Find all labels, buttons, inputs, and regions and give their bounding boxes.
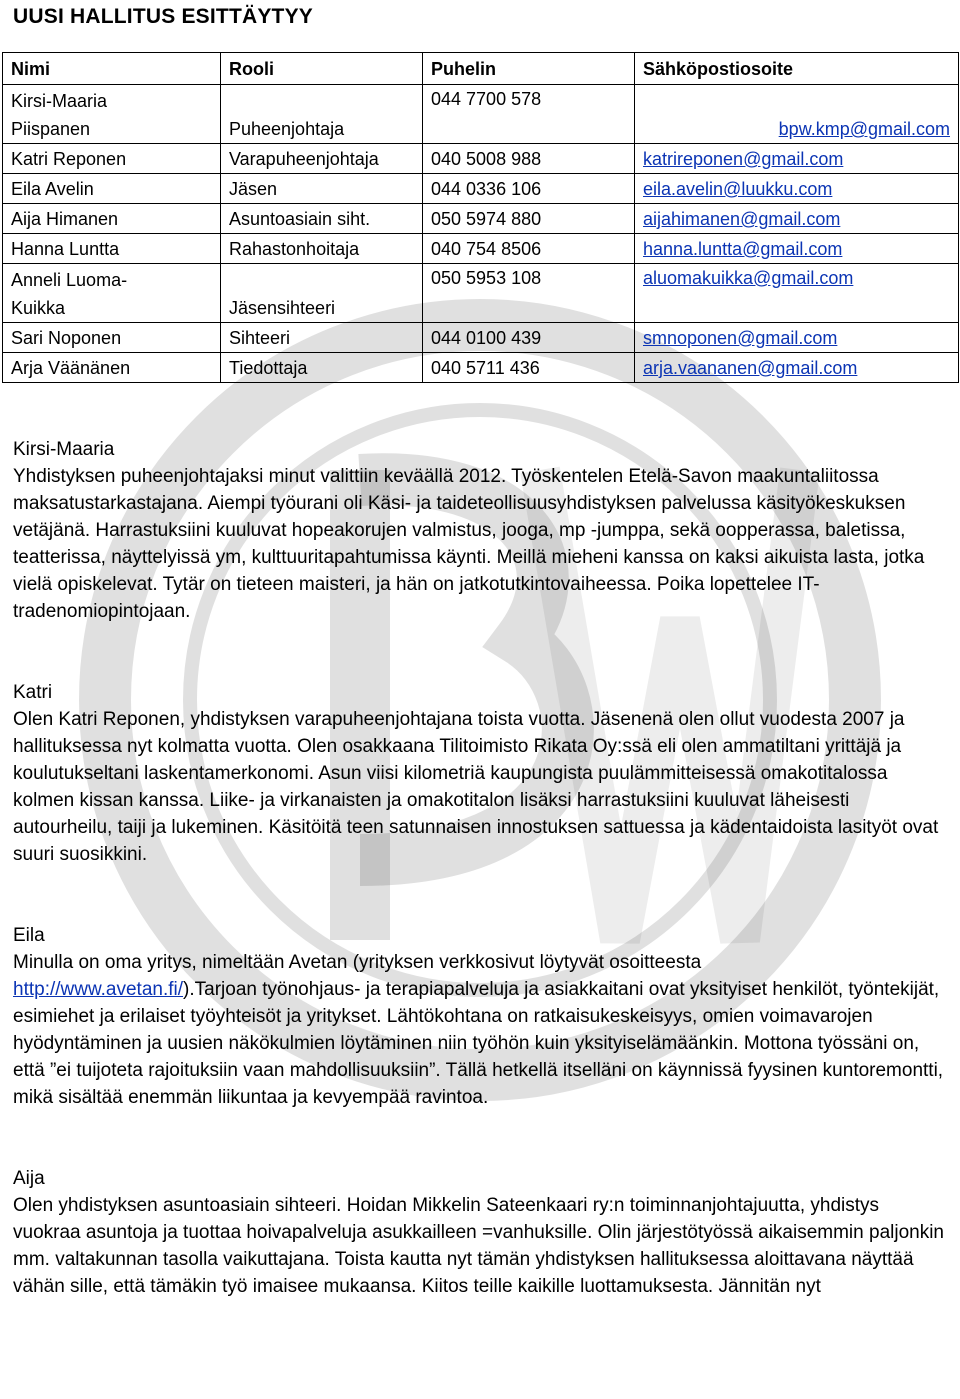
cell-role: Varapuheenjohtaja [221,144,423,174]
table-row [3,174,959,204]
cell-name: Anneli Luoma- Kuikka [3,264,221,323]
cell-phone: 050 5974 880 [423,204,635,234]
email-link[interactable]: aluomakuikka@gmail.com [643,268,854,288]
document-title: UUSI HALLITUS ESITTÄYTYY [13,5,313,28]
table-row [3,204,959,234]
cell-email [635,264,959,323]
cell-email [635,144,959,174]
table-row [3,353,959,383]
cell-phone: 040 5711 436 [423,353,635,383]
cell-role: Jäsensihteeri [221,264,423,323]
cell-role: Jäsen [221,174,423,204]
bio-name: Eila [13,925,45,946]
cell-role: Rahastonhoitaja [221,234,423,264]
cell-email [635,353,959,383]
bio-text: Yhdistyksen puheenjohtajaksi minut valittiin keväällä 2012. Työskentelen Etelä-Savon maakuntaliitossa maksatustarkastajana. Aiempi työurani oli Käsi- ja taideteollisuusyhdistyksen palvelussa käsityökeskuksen vetäjänä. Harrastuksiini kuuluvat hopeakorujen valmistus, jooga, mp -jumppa, sekä oopperassa, baletissa, teatterissa, näyttelyissä ym, kulttuuritapahtumissa käynti. Meillä mieheni kanssa on kaksi aikuista lasta, jotka vielä opiskelevat. Tytär on tieteen maisteri, ja hän on jatkotutkintovaiheessa. Poika lopettelee IT-tradenomiopintojaan. [13,466,925,622]
email-link[interactable]: hanna.luntta@gmail.com [643,239,843,259]
email-link[interactable]: bpw.kmp@gmail.com [778,119,950,139]
cell-name: Eila Avelin [3,174,221,204]
table-row [3,85,959,144]
email-link[interactable]: katrireponen@gmail.com [643,149,844,169]
email-link[interactable]: smnoponen@gmail.com [643,328,838,348]
bio-text: Olen yhdistyksen asuntoasiain sihteeri. Hoidan Mikkelin Sateenkaari ry:n toiminnanjohtajuutta, yhdistys vuokraa asuntoja ja tuottaa hoivapalveluja asukkailleen =vanhuksille. Olin järjestötyössä aikaisemmin paljonkin mm. valtakunnan tasolla vaikuttajana. Toista kautta nyt tämän yhdistyksen hallituksessa aloittavana näyttää vähän sille, että tämäkin työ imaisee mukaansa. Kiitos teille kaikille luottamuksesta. Jännitän nyt [13,1195,944,1297]
bio-text: Olen Katri Reponen, yhdistyksen varapuheenjohtajana toista vuotta. Jäsenenä olen ollut vuodesta 2007 ja hallituksessa nyt kolmatta vuotta. Olen osakkaana Tilitoimisto Rikata Oy:ssä eli olen ammatiltani yrittäjä ja koulutukseltani laskentamerkonomi. Asun viisi kilometriä kaupungista puulämmitteisessä omakotitalossa kolmen kissan kanssa. Liike- ja virkanaisten ja omakotitalon lisäksi harrastuksiini kuuluvat läheisesti autourheilu, taiji ja lukeminen. Käsitöitä teen satunnaisen innostuksen sattuessa ja kädentaidoista lasityöt ovat suuri suosikkini. [13,709,939,865]
table-row [3,323,959,353]
cell-role: Asuntoasiain siht. [221,204,423,234]
cell-phone: 050 5953 108 [423,264,635,323]
cell-name: Sari Noponen [3,323,221,353]
cell-name: Arja Väänänen [3,353,221,383]
header-role: Rooli [221,53,423,85]
cell-name: Kirsi-Maaria Piispanen [3,85,221,144]
bio-kirsi [13,436,948,625]
cell-email [635,204,959,234]
bio-katri [13,679,948,868]
member-bios [13,436,948,1300]
bio-aija [13,1165,948,1300]
cell-name: Aija Himanen [3,204,221,234]
cell-phone: 044 7700 578 [423,85,635,144]
cell-phone: 044 0336 106 [423,174,635,204]
cell-role: Tiedottaja [221,353,423,383]
table-row [3,264,959,323]
email-link[interactable]: arja.vaananen@gmail.com [643,358,858,378]
table-row [3,234,959,264]
cell-phone: 044 0100 439 [423,323,635,353]
cell-email [635,323,959,353]
table-row [3,144,959,174]
header-phone: Puhelin [423,53,635,85]
board-members-table [2,52,959,383]
bio-name: Katri [13,682,53,703]
cell-email [635,234,959,264]
cell-email [635,174,959,204]
cell-phone: 040 754 8506 [423,234,635,264]
header-name: Nimi [3,53,221,85]
table-header-row [3,53,959,85]
email-link[interactable]: eila.avelin@luukku.com [643,179,833,199]
bio-name: Aija [13,1168,45,1189]
bio-text: Minulla on oma yritys, nimeltään Avetan (yrityksen verkkosivut löytyvät osoitteesta http://www.avetan.fi/).Tarjoan työnohjaus- ja terapiapalveluja ja asiakkaitani ovat yksityiset henkilöt, työntekijät, esimiehet ja erilaiset työyhteisöt ja yritykset. Lähtökohtana on ratkaisukeskeisyys, omien voimavarojen hyödyntäminen ja uusien näkökulmien löytäminen niin työhön kuin yksityiselämäänkin. Mottona työssäni on, että ”ei tuijoteta rajoituksiin vaan mahdollisuuksiin”. Tällä hetkellä itselläni on käynnissä fyysinen kuntoremontti, mikä sisältää enemmän liikuntaa ja kevyempää ravintoa. [13,952,944,1108]
cell-email [635,85,959,144]
bio-name: Kirsi-Maaria [13,439,115,460]
cell-role: Puheenjohtaja [221,85,423,144]
cell-name: Katri Reponen [3,144,221,174]
cell-phone: 040 5008 988 [423,144,635,174]
header-email: Sähköpostiosoite [635,53,959,85]
email-link[interactable]: aijahimanen@gmail.com [643,209,841,229]
cell-role: Sihteeri [221,323,423,353]
cell-name: Hanna Luntta [3,234,221,264]
avetan-website-link[interactable]: http://www.avetan.fi/ [13,979,184,1000]
bio-eila [13,922,948,1111]
